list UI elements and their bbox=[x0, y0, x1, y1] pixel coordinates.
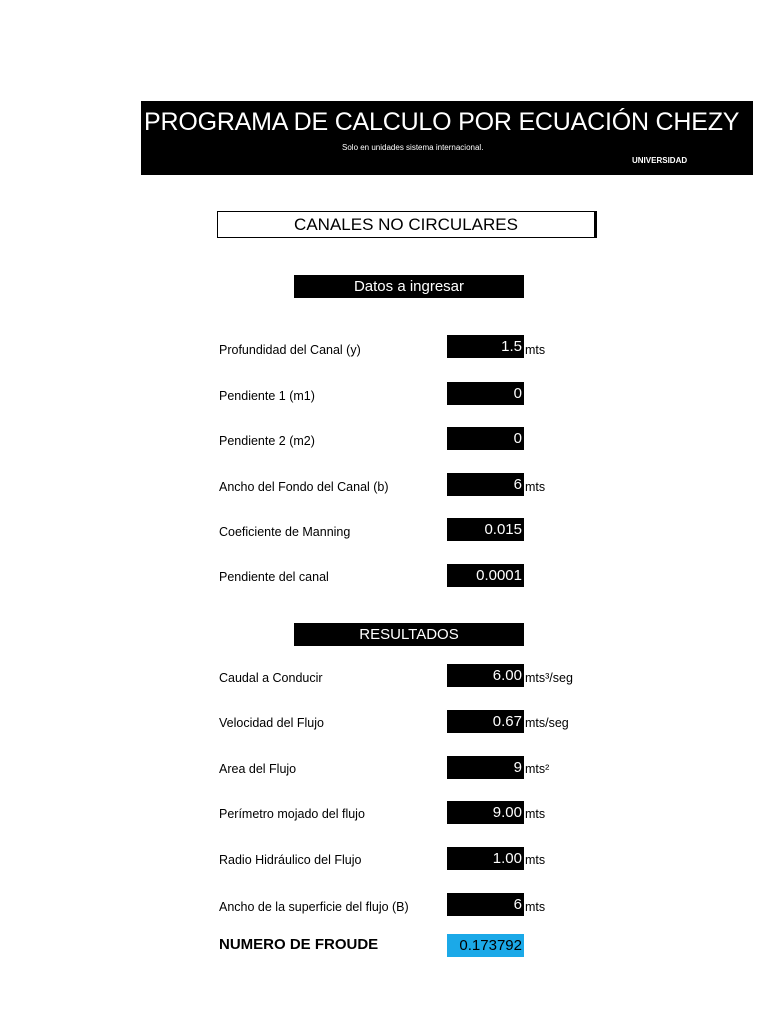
input-label-manning: Coeficiente de Manning bbox=[219, 525, 351, 539]
section-title: CANALES NO CIRCULARES bbox=[217, 211, 597, 238]
input-cell-channel-slope[interactable]: 0.0001 bbox=[447, 564, 524, 587]
result-label-surface-width: Ancho de la superficie del flujo (B) bbox=[219, 900, 409, 914]
input-unit-depth: mts bbox=[525, 343, 546, 357]
result-cell-surface-width[interactable]: 6 bbox=[447, 893, 524, 916]
input-label-slope2: Pendiente 2 (m2) bbox=[219, 434, 315, 448]
input-cell-slope1[interactable]: 0 bbox=[447, 382, 524, 405]
froude-label: NUMERO DE FROUDE bbox=[219, 936, 379, 953]
inputs-header: Datos a ingresar bbox=[294, 275, 524, 298]
result-cell-velocity[interactable]: 0.67 bbox=[447, 710, 524, 733]
result-unit-hydraulic-radius: mts bbox=[525, 853, 546, 867]
result-cell-hydraulic-radius[interactable]: 1.00 bbox=[447, 847, 524, 870]
input-unit-bottom-width: mts bbox=[525, 480, 546, 494]
result-unit-surface-width: mts bbox=[525, 900, 546, 914]
title-banner bbox=[141, 101, 753, 175]
input-cell-depth[interactable]: 1.5 bbox=[447, 335, 524, 358]
units-note: Solo en unidades sistema internacional. bbox=[342, 143, 484, 152]
froude-value-cell[interactable]: 0.173792 bbox=[447, 934, 524, 957]
result-unit-velocity: mts/seg bbox=[525, 716, 569, 730]
result-cell-perimeter[interactable]: 9.00 bbox=[447, 801, 524, 824]
university-label: UNIVERSIDAD bbox=[632, 156, 688, 165]
input-label-slope1: Pendiente 1 (m1) bbox=[219, 389, 315, 403]
result-label-velocity: Velocidad del Flujo bbox=[219, 716, 324, 730]
result-unit-perimeter: mts bbox=[525, 807, 546, 821]
result-label-area: Area del Flujo bbox=[219, 762, 297, 776]
input-cell-manning[interactable]: 0.015 bbox=[447, 518, 524, 541]
program-title: PROGRAMA DE CALCULO POR ECUACIÓN CHEZY bbox=[144, 108, 740, 136]
result-unit-area: mts² bbox=[525, 762, 550, 776]
input-cell-bottom-width[interactable]: 6 bbox=[447, 473, 524, 496]
input-label-depth: Profundidad del Canal (y) bbox=[219, 343, 361, 357]
result-label-flow: Caudal a Conducir bbox=[219, 671, 323, 685]
result-cell-flow[interactable]: 6.00 bbox=[447, 664, 524, 687]
input-label-channel-slope: Pendiente del canal bbox=[219, 570, 329, 584]
result-cell-area[interactable]: 9 bbox=[447, 756, 524, 779]
input-label-bottom-width: Ancho del Fondo del Canal (b) bbox=[219, 480, 389, 494]
result-label-hydraulic-radius: Radio Hidráulico del Flujo bbox=[219, 853, 362, 867]
results-header: RESULTADOS bbox=[294, 623, 524, 646]
result-label-perimeter: Perímetro mojado del flujo bbox=[219, 807, 365, 821]
input-cell-slope2[interactable]: 0 bbox=[447, 427, 524, 450]
result-unit-flow: mts³/seg bbox=[525, 671, 573, 685]
